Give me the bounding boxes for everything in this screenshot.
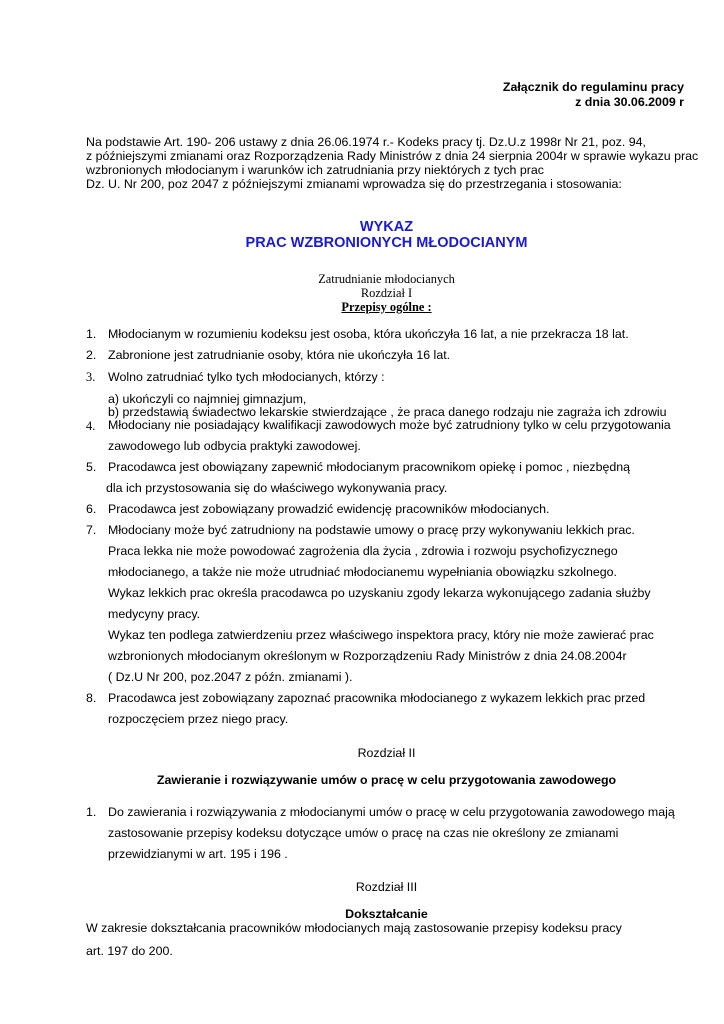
chapter1-label: Rozdział I xyxy=(360,286,413,300)
item-text: Pracodawca jest zobowiązany prowadzić ewidencję pracowników młodocianych. xyxy=(108,502,550,516)
item-text: Do zawierania i rozwiązywania z młodocianymi umów o pracę w celu przygotowania zawodowego mają xyxy=(108,805,675,819)
item-number: 2. xyxy=(86,348,97,362)
item-text: dla ich przystosowania się do właściwego wykonywania pracy. xyxy=(106,481,448,495)
document-subtitle: PRAC WZBRONIONYCH MŁODOCIANYM xyxy=(245,235,528,251)
chapter2-label: Rozdział II xyxy=(357,746,416,760)
document-title: WYKAZ xyxy=(359,219,414,235)
chapter2-heading: Zawieranie i rozwiązywanie umów o pracę w celu przygotowania zawodowego xyxy=(156,773,617,787)
item-number: 1. xyxy=(86,327,97,341)
item-text: Wykaz lekkich prac określa pracodawca po uzyskaniu zgody lekarza wykonującego zadania służby xyxy=(108,586,651,600)
item-text: Młodociany może być zatrudniony na podstawie umowy o pracę przy wykonywaniu lekkich prac. xyxy=(108,523,635,537)
item-text: młodocianego, a także nie może utrudniać młodocianemu wypełniania obowiązku szkolnego. xyxy=(108,565,618,579)
item-text: przewidzianymi w art. 195 i 196 . xyxy=(108,847,288,861)
chapter1-heading: Przepisy ogólne : xyxy=(341,300,432,314)
item-number: 7. xyxy=(86,523,97,537)
item-text: wzbronionych młodocianym określonym w Rozporządzeniu Rady Ministrów z dnia 24.08.2004r xyxy=(108,649,627,663)
item-text: zawodowego lub odbycia praktyki zawodowej. xyxy=(108,439,361,453)
item-text: rozpoczęciem przez niego pracy. xyxy=(108,712,289,726)
item-text: Wolno zatrudniać tylko tych młodocianych, którzy : xyxy=(108,370,385,384)
item-number: 8. xyxy=(86,691,97,705)
attachment-line-1: Załącznik do regulaminu pracy xyxy=(502,80,684,94)
item-text: medycyny pracy. xyxy=(108,607,201,621)
item-text: Pracodawca jest zobowiązany zapoznać pracownika młodocianego z wykazem lekkich prac przed xyxy=(108,691,646,705)
item-text: Młodocianym w rozumieniu kodeksu jest osoba, która ukończyła 16 lat, a nie przekracza 18 lat. xyxy=(108,327,629,341)
item-text: Wykaz ten podlega zatwierdzeniu przez właściwego inspektora pracy, który nie może zawierać prac xyxy=(108,628,654,642)
item-number: 5. xyxy=(86,460,97,474)
item-text: Młodociany nie posiadający kwalifikacji zawodowych może być zatrudniony tylko w celu przygotowania xyxy=(108,418,671,432)
intro-line: z późniejszymi zmianami oraz Rozporządzenia Rady Ministrów z dnia 24 sierpnia 2004r w sprawie wykazu prac xyxy=(86,149,699,163)
intro-line: Dz. U. Nr 200, poz 2047 z późniejszymi zmianami wprowadza się do przestrzegania i stosowania: xyxy=(86,177,622,191)
attachment-line-2: z dnia 30.06.2009 r xyxy=(575,95,684,109)
intro-paragraph xyxy=(86,135,698,191)
item-number: 3. xyxy=(86,370,96,384)
item-number: 4. xyxy=(86,419,96,433)
intro-line: Na podstawie Art. 190- 206 ustawy z dnia 26.06.1974 r.- Kodeks pracy tj. Dz.U.z 1998r Nr 21, poz. 94, xyxy=(86,135,646,149)
chapter3-text: W zakresie dokształcania pracowników młodocianych mają zastosowanie przepisy kodeksu pracy xyxy=(86,921,622,935)
chapter3-text: art. 197 do 200. xyxy=(86,944,173,958)
attachment-header xyxy=(503,80,684,110)
chapter3-label: Rozdział III xyxy=(355,880,418,894)
item-text: zastosowanie przepisy kodeksu dotyczące umów o pracę na czas nie określony ze zmianami xyxy=(108,826,619,840)
sub-item-a: a) ukończyli co najmniej gimnazjum, xyxy=(108,392,307,406)
item-text: Zabronione jest zatrudnianie osoby, która nie ukończyła 16 lat. xyxy=(108,348,451,362)
item-number: 1. xyxy=(86,805,97,819)
item-text: Pracodawca jest obowiązany zapewnić młodocianym pracownikom opiekę i pomoc , niezbędną xyxy=(108,460,631,474)
item-text: Praca lekka nie może powodować zagrożenia dla życia , zdrowia i rozwoju psychofizycznego xyxy=(108,544,618,558)
chapter1-sub1: Zatrudnianie młodocianych xyxy=(318,272,455,286)
chapter3-heading: Dokształcanie xyxy=(345,907,428,921)
intro-line: wzbronionych młodocianym i warunków ich zatrudniania przy niektórych z tych prac xyxy=(86,163,544,177)
item-number: 6. xyxy=(86,502,97,516)
item-text: ( Dz.U Nr 200, poz.2047 z późn. zmianami ). xyxy=(108,670,353,684)
sub-item-b: b) przedstawią świadectwo lekarskie stwierdzające , że praca danego rodzaju nie zagraża ich zdrowiu xyxy=(108,405,667,419)
